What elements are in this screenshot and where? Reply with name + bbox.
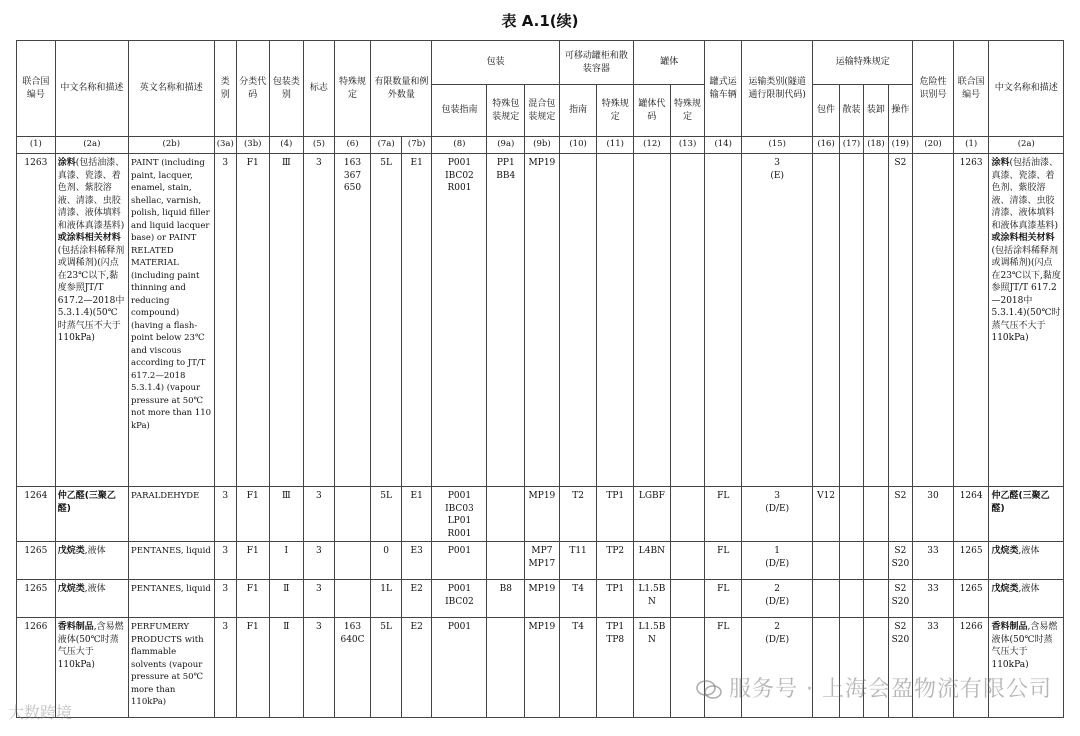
tank-code <box>634 154 671 487</box>
operation-provision: S2 <box>888 487 912 542</box>
transport-category <box>742 154 813 487</box>
col-index: (10) <box>559 137 597 154</box>
loading-provision <box>864 542 888 580</box>
class: 3 <box>214 542 236 580</box>
tank-code: L1.5BN <box>634 618 671 718</box>
packages-provision: V12 <box>813 487 839 542</box>
header-packing-group: 包装类别 <box>269 41 304 137</box>
packing-instructions: P001 <box>432 542 487 580</box>
tank-vehicle <box>705 154 742 487</box>
watermark-left: 大数跨境 <box>8 703 73 722</box>
un-number-right: 1263 <box>953 154 989 487</box>
tunnel-code: (D/E) <box>765 634 790 645</box>
tank-vehicle: FL <box>705 580 742 618</box>
cn-name-bold: 戊烷类 <box>991 546 1019 556</box>
packing-instructions: P001 IBC03 LP01 R001 <box>432 487 487 542</box>
col-index: (9a) <box>487 137 525 154</box>
header-label: 标志 <box>304 41 335 137</box>
tunnel-code: (E) <box>770 170 784 181</box>
col-index: (2b) <box>129 137 215 154</box>
cn-name-desc: (包括油漆、真漆、瓷漆、着色剂、紫胶溶液、清漆、虫胶清漆、液体填料和液体真漆基料) <box>991 158 1059 231</box>
col-index: (5) <box>304 137 335 154</box>
col-index: (16) <box>813 137 839 154</box>
col-index: (3b) <box>236 137 269 154</box>
class: 3 <box>214 154 236 487</box>
cn-name-desc-2: (包括涂料稀释剂或调稀剂)(闪点在23℃以下,黏度参照JT/T 617.2—2018中5.3.1.4)(50℃时蒸气压不大于110kPa) <box>991 245 1061 343</box>
operation-provision: S2 S20 <box>888 618 912 718</box>
col-index: (6) <box>334 137 371 154</box>
header-pt-instructions: 指南 <box>559 85 597 137</box>
label: 3 <box>304 487 335 542</box>
header-cn-name: 中文名称和描述 <box>55 41 128 137</box>
packages-provision <box>813 580 839 618</box>
transport-category <box>742 487 813 542</box>
header-transport-category: 运输类别(隧道通行限制代码) <box>742 41 813 137</box>
cn-name-desc: (包括油漆、真漆、瓷漆、着色剂、紫胶溶液、清漆、虫胶清漆、液体填料和液体真漆基料) <box>57 158 125 231</box>
transport-category-value: 1 <box>774 546 781 556</box>
header-loading: 装卸 <box>864 85 888 137</box>
packing-instructions: P001 IBC02 R001 <box>432 154 487 487</box>
tunnel-code: (D/E) <box>765 558 790 569</box>
header-packages: 包件 <box>813 85 839 137</box>
column-index-row <box>17 137 1064 154</box>
table-row <box>17 580 1064 618</box>
pt-instructions: T4 <box>559 618 597 718</box>
header-special-transport: 运输特殊规定 <box>813 41 913 85</box>
dangerous-goods-table <box>16 40 1064 718</box>
header-pt-special: 特殊规定 <box>597 85 634 137</box>
packages-provision <box>813 154 839 487</box>
un-number-right: 1265 <box>953 542 989 580</box>
excepted-quantity: E3 <box>401 542 432 580</box>
un-number-right: 1266 <box>953 618 989 718</box>
tank-code: LGBF <box>634 487 671 542</box>
hazard-id: 33 <box>913 542 954 580</box>
loading-provision <box>864 154 888 487</box>
header-bulk: 散装 <box>839 85 863 137</box>
label: 3 <box>304 542 335 580</box>
cn-name-bold: 涂料 <box>991 158 1010 168</box>
cn-name-bold: 戊烷类 <box>991 584 1019 594</box>
special-packing <box>487 618 525 718</box>
cn-name-right <box>989 580 1064 618</box>
special-packing <box>487 487 525 542</box>
label: 3 <box>304 154 335 487</box>
col-index: (17) <box>839 137 863 154</box>
col-index: (3a) <box>214 137 236 154</box>
tank-special <box>670 580 705 618</box>
en-name: PENTANES, liquid <box>129 542 215 580</box>
col-index: (9b) <box>525 137 560 154</box>
col-index: (1) <box>953 137 989 154</box>
excepted-quantity: E1 <box>401 487 432 542</box>
cn-name-bold: 香料制品 <box>57 622 94 632</box>
en-name: PENTANES, liquid <box>129 580 215 618</box>
cn-name <box>55 580 128 618</box>
un-number-right: 1264 <box>953 487 989 542</box>
cn-name-bold: 仲乙醛 <box>57 491 85 501</box>
mixed-packing: MP19 <box>525 580 560 618</box>
transport-category-value: 2 <box>774 584 781 594</box>
header-class: 类别 <box>214 41 236 137</box>
classification-code: F1 <box>236 542 269 580</box>
header-packaging: 包装 <box>432 41 559 85</box>
class: 3 <box>214 580 236 618</box>
cn-name-desc: (三聚乙醛) <box>57 491 116 514</box>
packing-instructions: P001 <box>432 618 487 718</box>
transport-category-value: 3 <box>774 491 781 501</box>
header-hazard-id: 危险性识别号 <box>913 41 954 137</box>
transport-category <box>742 542 813 580</box>
special-packing <box>487 542 525 580</box>
col-index: (14) <box>705 137 742 154</box>
col-index: (8) <box>432 137 487 154</box>
excepted-quantity: E1 <box>401 154 432 487</box>
limited-quantity: 1L <box>371 580 402 618</box>
wechat-icon <box>695 679 723 701</box>
special-provisions <box>334 580 371 618</box>
header-cn-name-right: 中文名称和描述 <box>989 41 1064 137</box>
tunnel-code: (D/E) <box>765 596 790 607</box>
packing-group: Ⅲ <box>269 487 304 542</box>
operation-provision: S2 <box>888 154 912 487</box>
packing-group: Ⅲ <box>269 154 304 487</box>
mixed-packing: MP19 <box>525 618 560 718</box>
tank-vehicle: FL <box>705 487 742 542</box>
watermark <box>695 672 1052 703</box>
classification-code: F1 <box>236 154 269 487</box>
tank-code: L4BN <box>634 542 671 580</box>
classification-code: F1 <box>236 618 269 718</box>
cn-name <box>55 154 128 487</box>
header-tank-special: 特殊规定 <box>670 85 705 137</box>
cn-name-bold: 戊烷类 <box>57 584 85 594</box>
special-packing: PP1 BB4 <box>487 154 525 487</box>
un-number: 1266 <box>17 618 56 718</box>
pt-instructions: T11 <box>559 542 597 580</box>
header-packing-instructions: 包装指南 <box>432 85 487 137</box>
excepted-quantity: E2 <box>401 580 432 618</box>
cn-name-right <box>989 487 1064 542</box>
packing-group: Ⅱ <box>269 618 304 718</box>
packing-group: Ⅰ <box>269 542 304 580</box>
tunnel-code: (D/E) <box>765 503 790 514</box>
limited-quantity: 0 <box>371 542 402 580</box>
hazard-id: 33 <box>913 580 954 618</box>
tank-special <box>670 154 705 487</box>
watermark-text: 服务号 · 上海会盈物流有限公司 <box>729 677 1052 702</box>
special-packing: B8 <box>487 580 525 618</box>
pt-special: TP1 TP8 <box>597 618 634 718</box>
pt-instructions: T4 <box>559 580 597 618</box>
operation-provision: S2 S20 <box>888 580 912 618</box>
tank-code: L1.5BN <box>634 580 671 618</box>
col-index: (4) <box>269 137 304 154</box>
un-number: 1264 <box>17 487 56 542</box>
special-provisions <box>334 487 371 542</box>
pt-special: TP1 <box>597 487 634 542</box>
tank-vehicle: FL <box>705 542 742 580</box>
cn-name-desc-2: (包括涂料稀释剂或调稀剂)(闪点在23℃以下,黏度参照JT/T 617.2—2018中5.3.1.4)(50℃时蒸气压不大于110kPa) <box>57 245 125 343</box>
excepted-quantity: E2 <box>401 618 432 718</box>
un-number: 1263 <box>17 154 56 487</box>
col-index: (20) <box>913 137 954 154</box>
header-un-number-right: 联合国编号 <box>953 41 989 137</box>
transport-category <box>742 580 813 618</box>
header-en-name: 英文名称和描述 <box>129 41 215 137</box>
loading-provision <box>864 580 888 618</box>
cn-name-desc: ,含易燃液体(50℃时蒸气压大于110kPa) <box>991 622 1058 670</box>
header-limited-quantities: 有限数量和例外数量 <box>371 41 432 137</box>
header-tank: 罐体 <box>634 41 705 85</box>
un-number: 1265 <box>17 542 56 580</box>
bulk-provision <box>839 154 863 487</box>
classification-code: F1 <box>236 487 269 542</box>
cn-name-desc: ,液体 <box>1018 546 1040 556</box>
col-index: (13) <box>670 137 705 154</box>
header-mixed-packing: 混合包装规定 <box>525 85 560 137</box>
pt-instructions <box>559 154 597 487</box>
un-number: 1265 <box>17 580 56 618</box>
header-special-provisions: 特殊规定 <box>334 41 371 137</box>
header-portable-tanks: 可移动罐柜和散装容器 <box>559 41 633 85</box>
header-tank-code: 罐体代码 <box>634 85 671 137</box>
en-name: PARALDEHYDE <box>129 487 215 542</box>
cn-name-bold-2: 涂料相关材料 <box>1000 233 1055 243</box>
tank-special <box>670 542 705 580</box>
col-index: (2a) <box>55 137 128 154</box>
col-index: (11) <box>597 137 634 154</box>
bulk-provision <box>839 580 863 618</box>
col-index: (15) <box>742 137 813 154</box>
hazard-id: 33 <box>913 618 954 718</box>
operation-provision: S2 S20 <box>888 542 912 580</box>
special-provisions <box>334 542 371 580</box>
cn-name-desc: ,液体 <box>84 546 106 556</box>
special-provisions: 163 640C <box>334 618 371 718</box>
special-provisions: 163 367 650 <box>334 154 371 487</box>
cn-name-right <box>989 154 1064 487</box>
un-number-right: 1265 <box>953 580 989 618</box>
classification-code: F1 <box>236 580 269 618</box>
cn-name-right <box>989 542 1064 580</box>
mixed-packing: MP7 MP17 <box>525 542 560 580</box>
table-title: 表 A.1(续) <box>501 12 579 30</box>
packing-instructions: P001 IBC02 <box>432 580 487 618</box>
cn-name-desc: ,含易燃液体(50℃时蒸气压大于110kPa) <box>57 622 124 670</box>
class: 3 <box>214 618 236 718</box>
header-classification-code: 分类代码 <box>236 41 269 137</box>
label: 3 <box>304 580 335 618</box>
transport-category-value: 3 <box>774 158 781 168</box>
limited-quantity: 5L <box>371 618 402 718</box>
col-index: (19) <box>888 137 912 154</box>
mixed-packing: MP19 <box>525 487 560 542</box>
cn-name-desc: ,液体 <box>1018 584 1040 594</box>
en-name: PAINT (including paint, lacquer, enamel, stain, shellac, varnish, polish, liquid filler and liquid lacquer base) or PAINT RELATED MATERIAL (including paint thinning and reducing compound) (having a flash-point below 23℃ and viscous according to JT/T 617.2—2018 5.3.1.4) (vapour pressure at 50℃ not more than 110 kPa) <box>129 154 215 487</box>
pt-special: TP2 <box>597 542 634 580</box>
tank-special <box>670 487 705 542</box>
pt-special: TP1 <box>597 580 634 618</box>
table-row <box>17 154 1064 487</box>
limited-quantity: 5L <box>371 487 402 542</box>
header-un-number: 联合国编号 <box>17 41 56 137</box>
mixed-packing: MP19 <box>525 154 560 487</box>
header-special-packing: 特殊包装规定 <box>487 85 525 137</box>
loading-provision <box>864 487 888 542</box>
bulk-provision <box>839 542 863 580</box>
pt-special <box>597 154 634 487</box>
header-operation: 操作 <box>888 85 912 137</box>
col-index: (18) <box>864 137 888 154</box>
cn-name-bold-2: 涂料相关材料 <box>66 233 121 243</box>
en-name: PERFUMERY PRODUCTS with flammable solvents (vapour pressure at 50℃ more than 110kPa) <box>129 618 215 718</box>
hazard-id: 30 <box>913 487 954 542</box>
pt-instructions: T2 <box>559 487 597 542</box>
packages-provision <box>813 542 839 580</box>
limited-quantity: 5L <box>371 154 402 487</box>
cn-name-bold: 香料制品 <box>991 622 1028 632</box>
cn-name-desc: (三聚乙醛) <box>991 491 1050 514</box>
hazard-id <box>913 154 954 487</box>
col-index: (12) <box>634 137 671 154</box>
col-index: (7a) <box>371 137 402 154</box>
table-row <box>17 487 1064 542</box>
header-tank-vehicle: 罐式运输车辆 <box>705 41 742 137</box>
bulk-provision <box>839 487 863 542</box>
cn-name-or: 或 <box>991 233 1001 243</box>
cn-name-bold: 涂料 <box>57 158 76 168</box>
cn-name-desc: ,液体 <box>84 584 106 594</box>
packing-group: Ⅱ <box>269 580 304 618</box>
cn-name-or: 或 <box>57 233 67 243</box>
col-index: (7b) <box>401 137 432 154</box>
cn-name-bold: 仲乙醛 <box>991 491 1019 501</box>
cn-name <box>55 542 128 580</box>
col-index: (2a) <box>989 137 1064 154</box>
cn-name-bold: 戊烷类 <box>57 546 85 556</box>
transport-category-value: 2 <box>774 622 781 632</box>
class: 3 <box>214 487 236 542</box>
cn-name <box>55 487 128 542</box>
tank-vehicle: FL <box>705 618 742 718</box>
table-row <box>17 542 1064 580</box>
label: 3 <box>304 618 335 718</box>
col-index: (1) <box>17 137 56 154</box>
